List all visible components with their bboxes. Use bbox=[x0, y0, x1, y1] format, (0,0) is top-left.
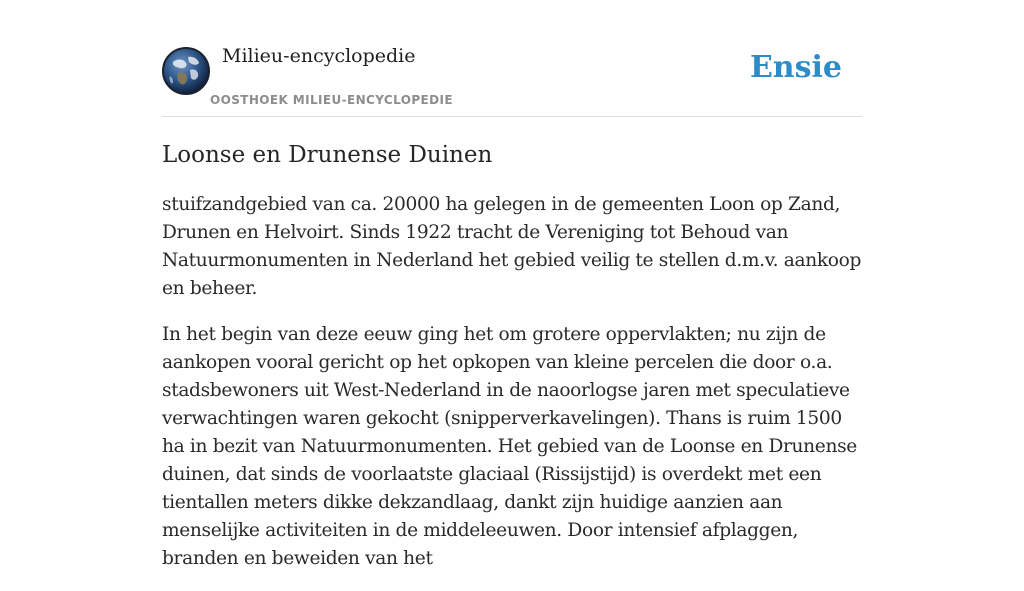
article-paragraph: In het begin van deze eeuw ging het om grotere oppervlakten; nu zijn de aankopen vooral gericht op het opkopen van kleine percelen die door o.a. stadsbewoners uit West-Nederland in de naoorlogse jaren met speculatieve verwachtingen waren gekocht (snipperverkavelingen). Thans is ruim 1500 ha in bezit van Natuurmonumenten. Het gebied van de Loonse en Drunense duinen, dat sinds de voorlaatste glaciaal (Rissijstijd) is overdekt met een tientallen meters dikke dekzandlaag, dankt zijn huidige aanzien aan menselijke activiteiten in de middeleeuwen. Door intensief afplaggen, branden en beweiden van het bbox=[162, 324, 857, 569]
article-content bbox=[162, 139, 864, 591]
earth-globe-graphic bbox=[164, 49, 208, 93]
article-title: Loonse en Drunense Duinen bbox=[162, 142, 493, 168]
site-title[interactable]: Milieu-encyclopedie bbox=[222, 45, 416, 67]
site-subtitle: OOSTHOEK MILIEU-ENCYCLOPEDIE bbox=[210, 93, 453, 107]
brand-logo-text[interactable]: Ensie bbox=[749, 50, 842, 85]
earth-globe-icon[interactable] bbox=[162, 47, 210, 95]
site-header bbox=[162, 0, 862, 117]
article-paragraph: stuifzandgebied van ca. 20000 ha gelegen in de gemeenten Loon op Zand, Drunen en Helvoirt. Sinds 1922 tracht de Vereniging tot Behoud van Natuurmonumenten in Nederland het gebied veilig te stellen d.m.v. aankoop en beheer. bbox=[162, 194, 862, 299]
